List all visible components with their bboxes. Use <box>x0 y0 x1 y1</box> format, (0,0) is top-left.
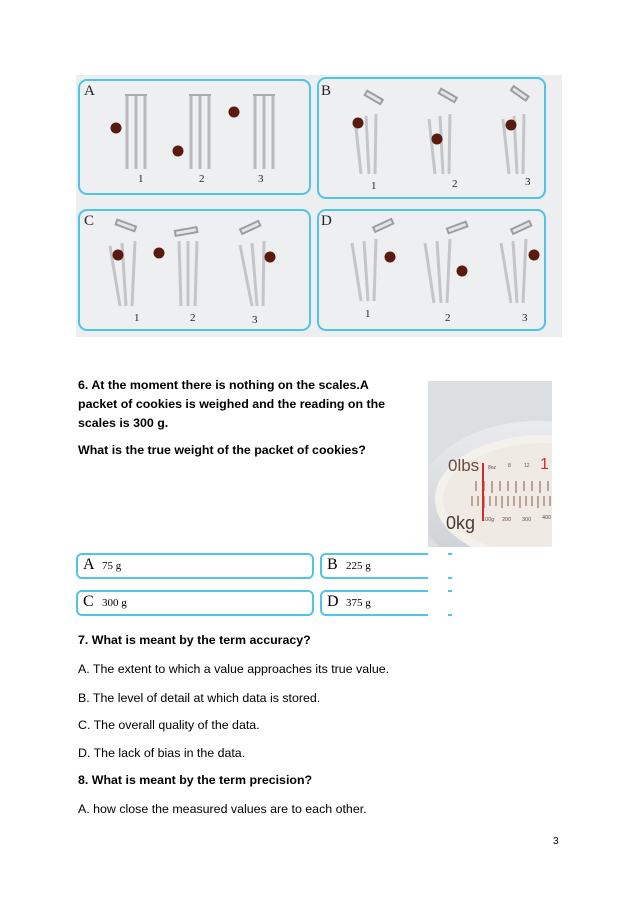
page-number: 3 <box>553 836 559 847</box>
question-8-option: A. how close the measured values are to each other. <box>78 802 367 816</box>
question-7-option: C. The overall quality of the data. <box>78 718 260 732</box>
question-6-line-1: 6. At the moment there is nothing on the scales.A <box>78 378 369 392</box>
panel-d <box>317 209 546 331</box>
question-7-option: D. The lack of bias in the data. <box>78 746 246 760</box>
gram-tick: 100g <box>482 517 495 523</box>
oz-label: 8oz <box>488 465 497 471</box>
question-6-line-3: scales is 300 g. <box>78 416 169 430</box>
question-8-prompt: 8. What is meant by the term precision? <box>78 773 313 787</box>
gram-tick: 200 <box>502 517 512 523</box>
gram-tick: 400 <box>542 515 552 521</box>
wicket-number: 2 <box>452 178 458 190</box>
wickets-drawing <box>319 79 544 197</box>
oz-label: 1 <box>540 456 549 473</box>
wickets-drawing <box>319 211 544 329</box>
answer-option-a[interactable] <box>76 553 314 579</box>
option-value: 375 g <box>346 597 371 609</box>
answer-option-c[interactable] <box>76 590 314 616</box>
kg-label: 0kg <box>446 513 476 533</box>
panel-label: A <box>84 83 95 99</box>
wicket-number: 1 <box>365 308 371 320</box>
option-letter: C <box>83 593 94 610</box>
panel-b <box>317 77 546 199</box>
gram-tick: 300 <box>522 517 532 523</box>
oz-label: 8 <box>508 463 511 469</box>
cricket-wickets-figure <box>76 75 562 337</box>
panel-a <box>78 79 311 195</box>
wicket-number: 2 <box>190 312 196 324</box>
oz-label: 12 <box>524 463 530 469</box>
option-value: 300 g <box>102 597 127 609</box>
kitchen-scale-photo <box>428 381 552 547</box>
option-value: 225 g <box>346 560 371 572</box>
wicket-number: 3 <box>525 176 531 188</box>
question-7-option: A. The extent to which a value approaches its true value. <box>78 662 390 676</box>
wicket-number: 3 <box>258 173 264 185</box>
answer-box-crop-edge <box>428 548 448 618</box>
wicket-number: 1 <box>371 180 377 192</box>
question-6-line-2: packet of cookies is weighed and the reading on the <box>78 397 386 411</box>
question-7-prompt: 7. What is meant by the term accuracy? <box>78 633 311 647</box>
wicket-number: 2 <box>445 312 451 324</box>
option-letter: B <box>327 556 338 573</box>
question-7-option: B. The level of detail at which data is stored. <box>78 691 321 705</box>
panel-c <box>78 209 311 331</box>
option-letter: D <box>327 593 339 610</box>
panel-label: D <box>321 213 332 229</box>
wicket-number: 3 <box>522 312 528 324</box>
wicket-number: 1 <box>134 312 140 324</box>
wickets-drawing <box>80 81 309 193</box>
wicket-number: 1 <box>138 173 144 185</box>
option-value: 75 g <box>102 560 122 572</box>
panel-label: B <box>321 83 332 99</box>
wicket-number: 3 <box>252 314 258 326</box>
scale-dial-drawing <box>428 381 552 547</box>
option-letter: A <box>83 556 95 573</box>
lbs-label: 0lbs <box>448 456 480 475</box>
question-6-prompt: What is the true weight of the packet of cookies? <box>78 443 366 457</box>
wicket-number: 2 <box>199 173 205 185</box>
panel-label: C <box>84 213 95 229</box>
